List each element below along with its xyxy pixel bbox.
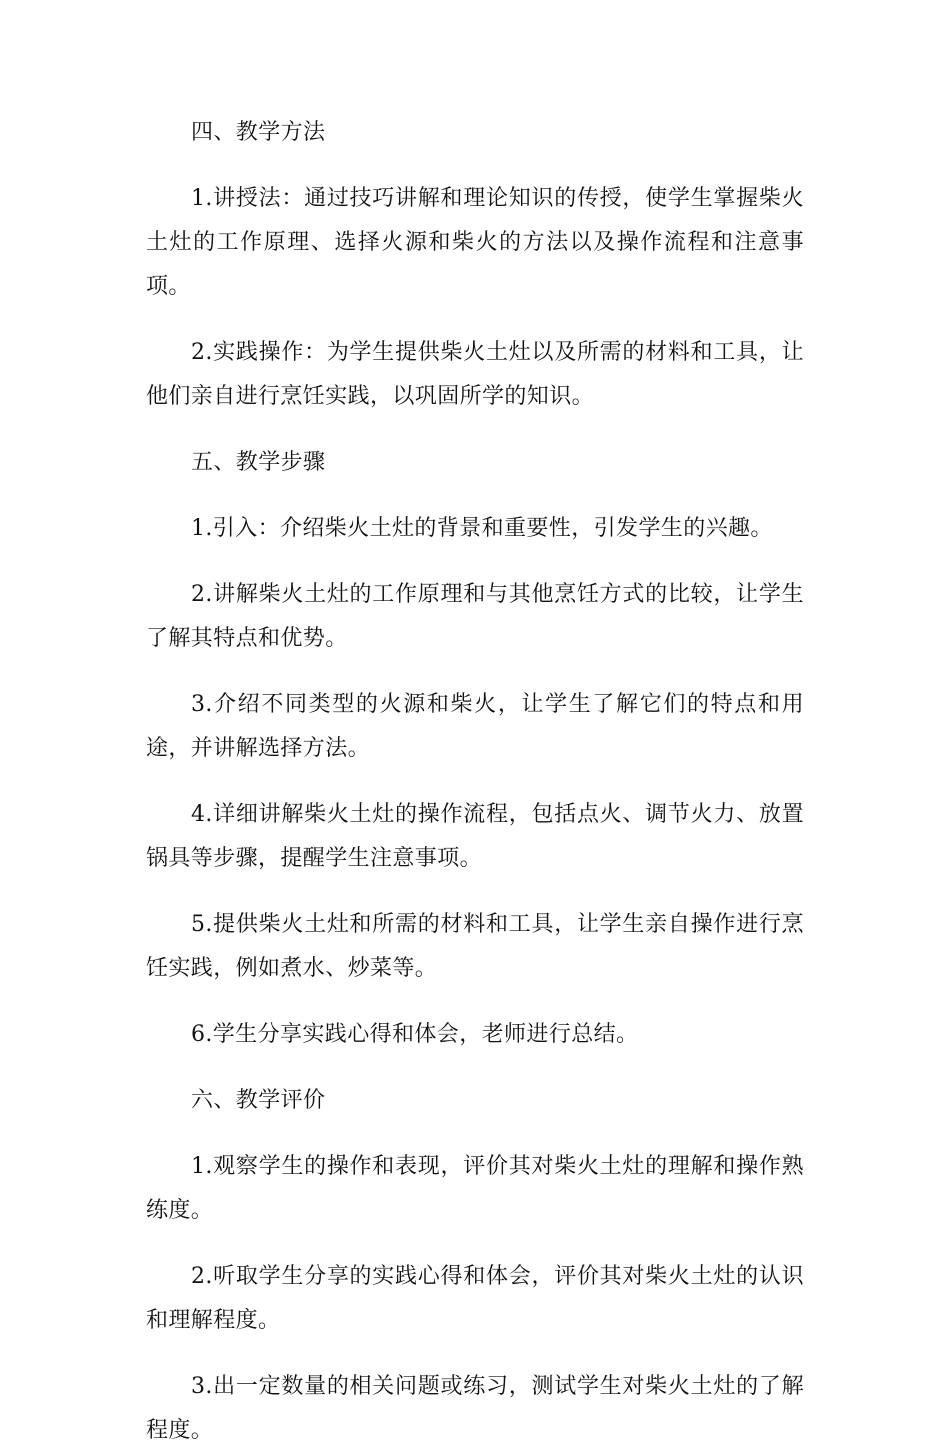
paragraph-step-2: 2.讲解柴火土灶的工作原理和与其他烹饪方式的比较，让学生了解其特点和优势。 xyxy=(146,582,804,651)
paragraph-evaluation-3: 3.出一定数量的相关问题或练习，测试学生对柴火土灶的了解程度。 xyxy=(146,1374,804,1443)
section-heading-teaching-evaluation: 六、教学评价 xyxy=(191,1088,326,1113)
paragraph-practice-method: 2.实践操作：为学生提供柴火土灶以及所需的材料和工具，让他们亲自进行烹饪实践，以巩固所学的知识。 xyxy=(146,340,804,409)
paragraph-step-5: 5.提供柴火土灶和所需的材料和工具，让学生亲自操作进行烹饪实践，例如煮水、炒菜等。 xyxy=(146,912,804,981)
paragraph-step-1: 1.引入：介绍柴火土灶的背景和重要性，引发学生的兴趣。 xyxy=(191,516,773,541)
paragraph-evaluation-2: 2.听取学生分享的实践心得和体会，评价其对柴火土灶的认识和理解程度。 xyxy=(146,1264,804,1333)
paragraph-step-4: 4.详细讲解柴火土灶的操作流程，包括点火、调节火力、放置锅具等步骤，提醒学生注意事项。 xyxy=(146,802,804,871)
paragraph-step-3: 3.介绍不同类型的火源和柴火，让学生了解它们的特点和用途，并讲解选择方法。 xyxy=(146,692,804,761)
section-heading-teaching-steps: 五、教学步骤 xyxy=(191,450,326,475)
paragraph-evaluation-1: 1.观察学生的操作和表现，评价其对柴火土灶的理解和操作熟练度。 xyxy=(146,1154,804,1223)
paragraph-step-6: 6.学生分享实践心得和体会，老师进行总结。 xyxy=(191,1022,639,1047)
paragraph-lecture-method: 1.讲授法：通过技巧讲解和理论知识的传授，使学生掌握柴火土灶的工作原理、选择火源和柴火的方法以及操作流程和注意事项。 xyxy=(146,186,804,299)
section-heading-teaching-methods: 四、教学方法 xyxy=(191,120,326,145)
